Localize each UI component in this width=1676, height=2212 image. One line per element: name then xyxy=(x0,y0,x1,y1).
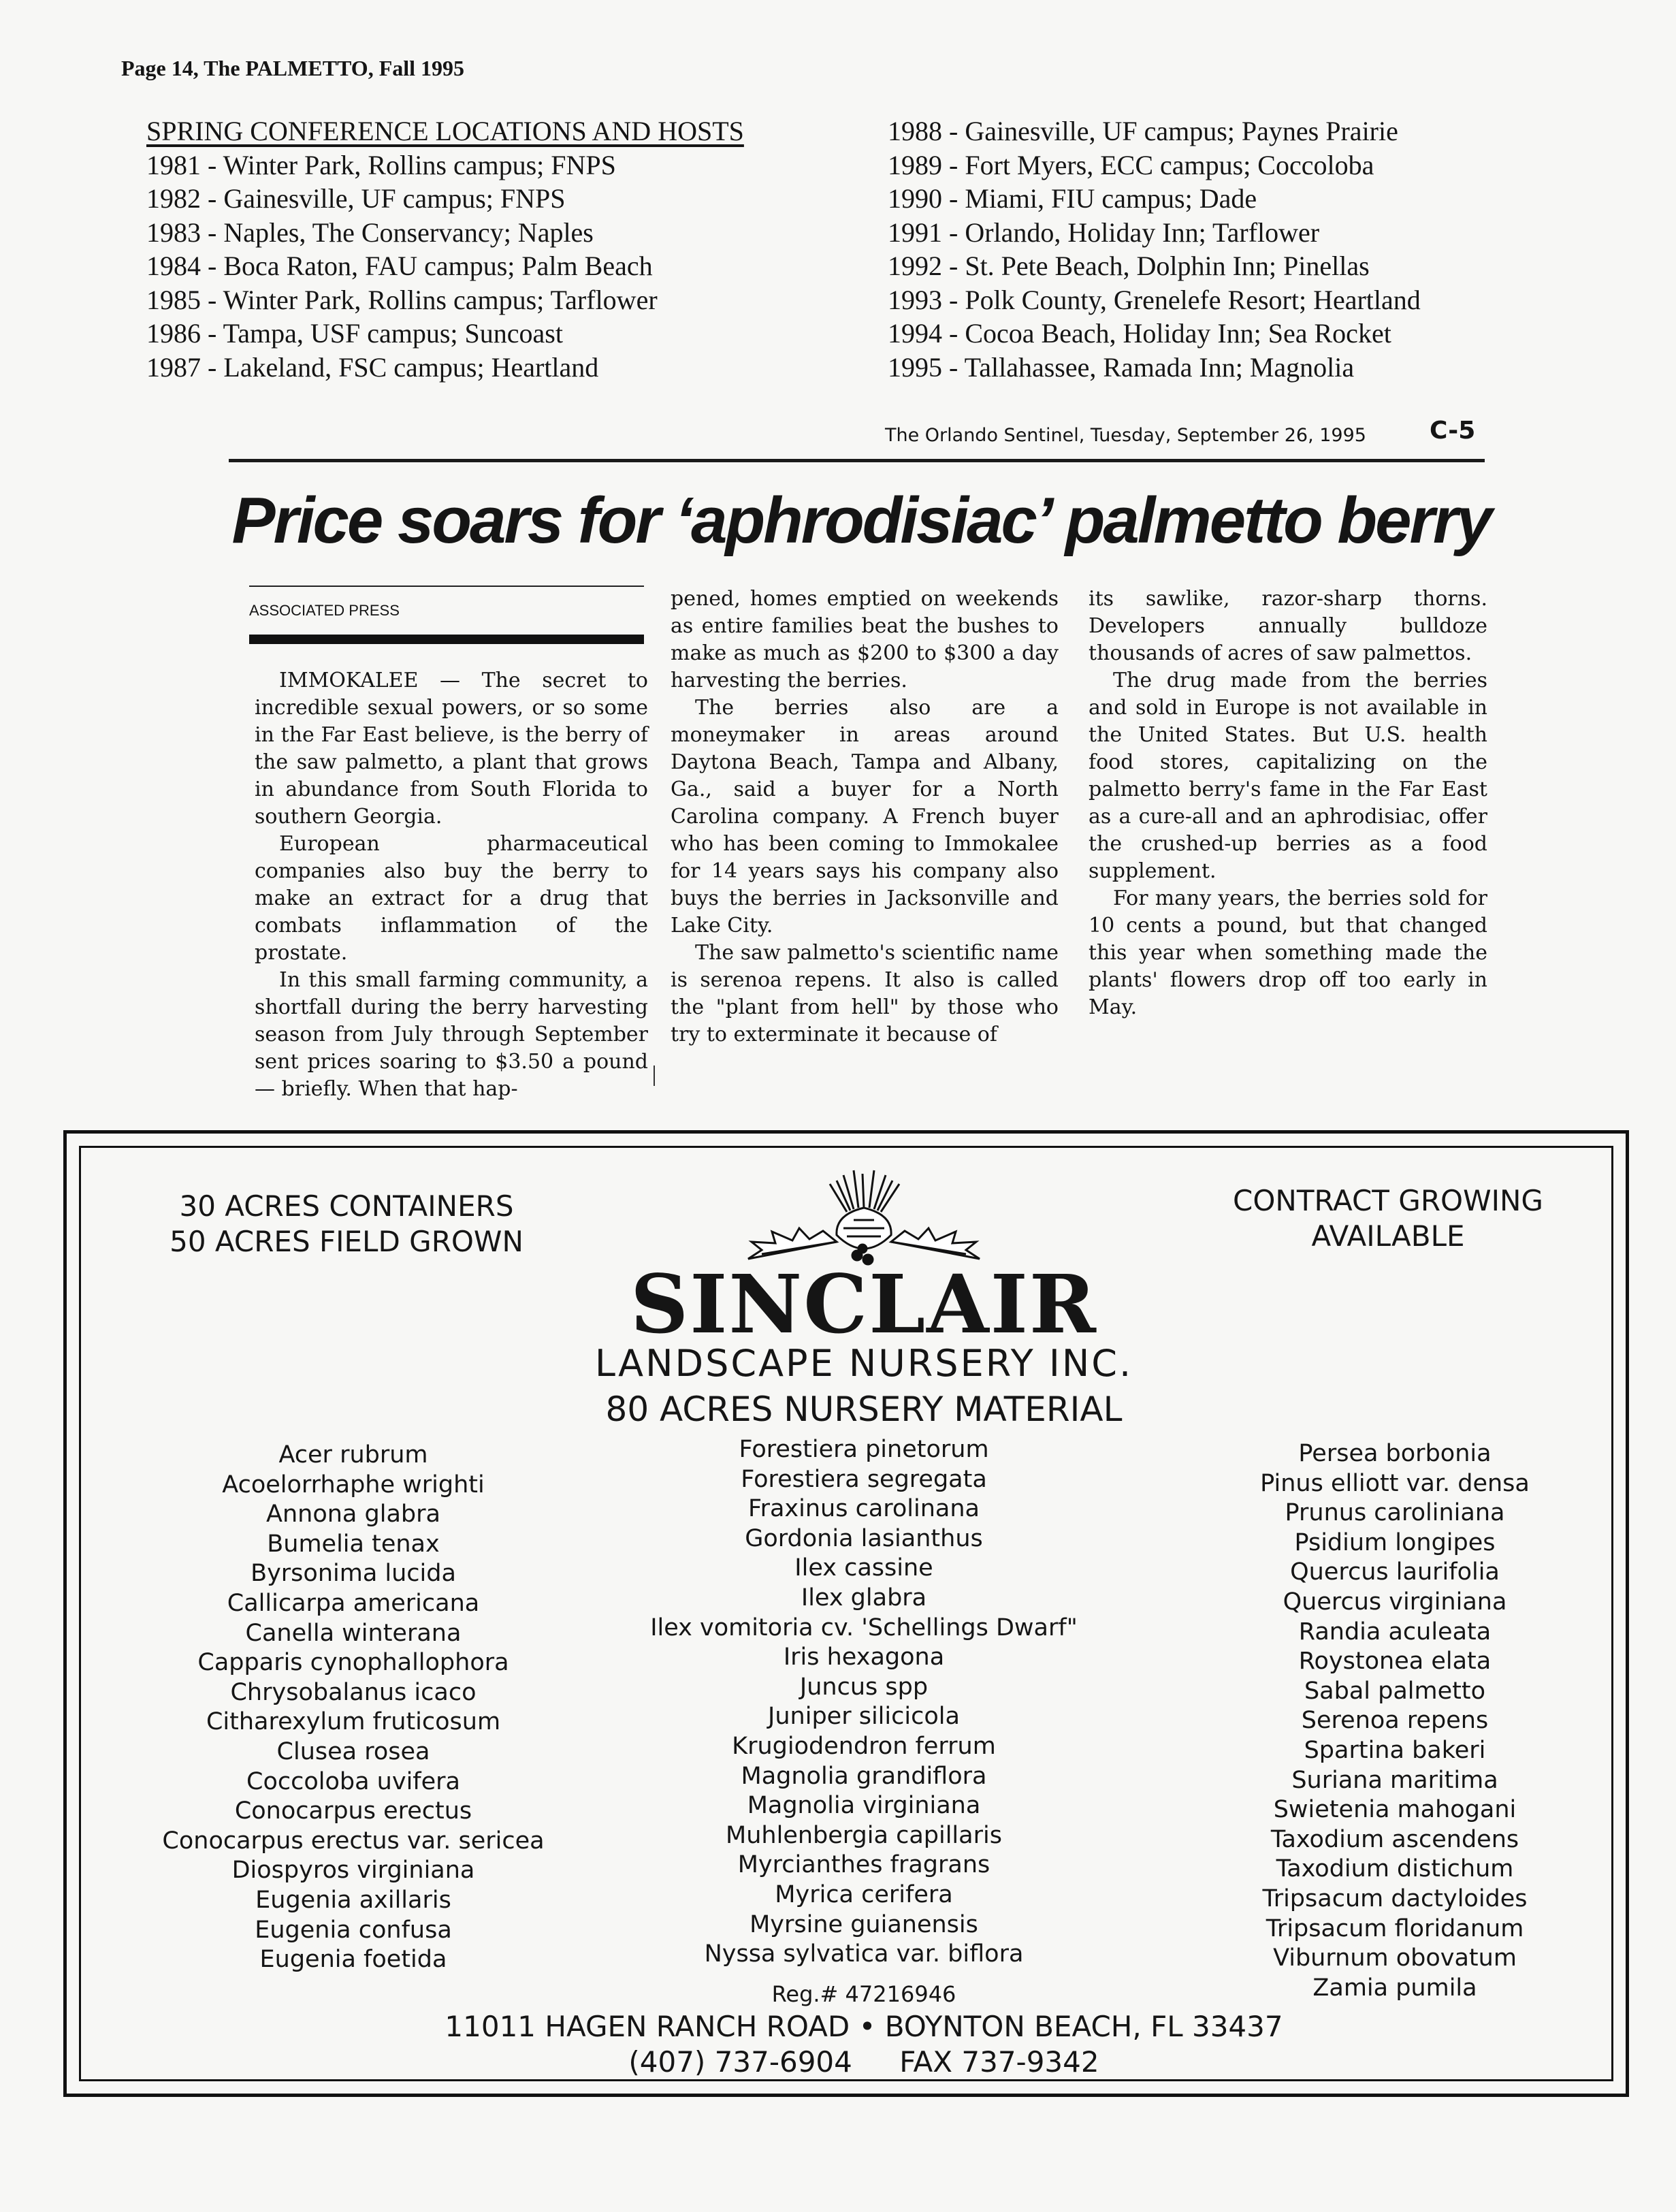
ad-acreage-line: 50 ACRES FIELD GROWN xyxy=(170,1225,523,1258)
plant-name: Spartina bakeri xyxy=(1304,1736,1486,1764)
article-paragraph: The saw palmetto's scientific name is serenoa repens. It also is called the "plant from hell" by those who try to exterminate it because of xyxy=(671,941,1059,1046)
ad-brand-name: SINCLAIR xyxy=(630,1257,1097,1351)
plant-name: Psidium longipes xyxy=(1294,1528,1496,1556)
plant-name: Acoelorrhaphe wrighti xyxy=(222,1471,485,1498)
plant-name: Forestiera segregata xyxy=(741,1465,987,1493)
ad-acreage-note xyxy=(156,1189,537,1260)
plant-name: Taxodium ascendens xyxy=(1270,1825,1519,1853)
column-divider xyxy=(654,1065,655,1086)
plant-name: Tripsacum floridanum xyxy=(1266,1914,1524,1942)
article-paragraph: In this small farming community, a shortfall during the berry harvesting season from July through September sent prices soaring to $3.50 a pound — briefly. When that hap- xyxy=(255,968,648,1101)
plant-name: Acer rubrum xyxy=(278,1441,428,1469)
plant-name: Eugenia foetida xyxy=(259,1946,447,1974)
plant-name: Roystonea elata xyxy=(1298,1648,1492,1676)
plant-name: Gordonia lasianthus xyxy=(745,1524,983,1552)
plant-name: Juncus spp xyxy=(799,1673,929,1701)
article-paragraph: The berries also are a moneymaker in areas around Daytona Beach, Tampa and Albany, Ga., said a buyer for a North Carolina company. A French buyer who has been coming to Immokalee for 14 years says his company also buys the berries in Jacksonville and Lake City. xyxy=(671,696,1059,937)
plant-name: Canella winterana xyxy=(245,1619,462,1647)
plant-name: Magnolia grandiflora xyxy=(741,1762,987,1790)
conference-entry: 1990 - Miami, FIU campus; Dade xyxy=(888,183,1257,214)
conference-entry: 1992 - St. Pete Beach, Dolphin Inn; Pinellas xyxy=(888,251,1370,281)
plant-name: Quercus virginiana xyxy=(1283,1588,1507,1616)
ad-fax: FAX 737-9342 xyxy=(899,2045,1099,2079)
plant-name: Conocarpus erectus var. sericea xyxy=(162,1827,545,1855)
ad-contract-line: CONTRACT GROWING xyxy=(1233,1184,1543,1217)
plant-name: Magnolia virginiana xyxy=(747,1792,981,1820)
plant-name: Bumelia tenax xyxy=(267,1530,440,1558)
article-column-1 xyxy=(255,667,648,1103)
ad-address: 11011 HAGEN RANCH ROAD • BOYNTON BEACH, FL 33437 xyxy=(445,2010,1283,2043)
conference-entry: 1985 - Winter Park, Rollins campus; Tarflower xyxy=(146,284,658,315)
conference-entry: 1994 - Cocoa Beach, Holiday Inn; Sea Rocket xyxy=(888,318,1391,349)
plant-name: Randia aculeata xyxy=(1298,1618,1492,1646)
conference-entry: 1993 - Polk County, Grenelefe Resort; Heartland xyxy=(888,284,1421,315)
plant-name: Persea borbonia xyxy=(1298,1440,1492,1467)
ad-contract-note xyxy=(1197,1183,1579,1254)
article-paragraph: For many years, the berries sold for 10 cents a pound, but that changed this year when something made the plants' flowers drop off too early in May. xyxy=(1089,886,1487,1019)
article-byline: ASSOCIATED PRESS xyxy=(249,602,400,619)
plant-name: Krugiodendron ferrum xyxy=(732,1732,996,1760)
ad-registration-number: Reg.# 47216946 xyxy=(771,1981,956,2007)
plant-name: Serenoa repens xyxy=(1301,1707,1489,1735)
plant-list-column-1 xyxy=(122,1441,585,1975)
plant-name: Eugenia axillaris xyxy=(255,1886,451,1914)
plant-name: Taxodium distichum xyxy=(1276,1855,1514,1883)
article-column-2 xyxy=(671,586,1059,1048)
article-paragraph: European pharmaceutical companies also buy the berry to make an extract for a drug that combats inflammation of the prostate. xyxy=(255,832,648,965)
plant-name: Byrsonima lucida xyxy=(251,1560,456,1588)
ad-brand-subtitle: LANDSCAPE NURSERY INC. xyxy=(594,1342,1133,1385)
newspaper-page-code: C-5 xyxy=(1430,417,1476,445)
plant-name: Chrysobalanus icaco xyxy=(230,1678,477,1706)
conference-entry: 1981 - Winter Park, Rollins campus; FNPS xyxy=(146,149,616,180)
conference-entry: 1989 - Fort Myers, ECC campus; Coccoloba xyxy=(888,149,1374,180)
plant-list-column-2 xyxy=(619,1435,1109,1970)
plant-name: Ilex glabra xyxy=(801,1584,927,1612)
nursery-advertisement xyxy=(63,1130,1629,2097)
ad-phone: (407) 737-6904 xyxy=(628,2045,852,2079)
ad-inner-border xyxy=(79,1146,1613,2081)
conference-entry: 1982 - Gainesville, UF campus; FNPS xyxy=(146,183,566,214)
byline-rule xyxy=(249,586,644,587)
plant-name: Iris hexagona xyxy=(783,1644,945,1671)
ad-acres-heading: 80 ACRES NURSERY MATERIAL xyxy=(605,1390,1123,1429)
ad-contract-line: AVAILABLE xyxy=(1311,1219,1465,1253)
plant-name: Myrcianthes fragrans xyxy=(737,1851,990,1879)
plant-name: Sabal palmetto xyxy=(1304,1677,1486,1705)
conference-entry: 1984 - Boca Raton, FAU campus; Palm Beach xyxy=(146,251,653,281)
article-paragraph: The drug made from the berries and sold in Europe is not available in the United States. But U.S. health food stores, capitalizing on the palmetto berry's fame in the Far East as a cure-all and an aphrodisiac, offer the crushed-up berries as a food supplement. xyxy=(1089,669,1487,883)
conference-entry: 1991 - Orlando, Holiday Inn; Tarflower xyxy=(888,217,1320,248)
plant-name: Forestiera pinetorum xyxy=(739,1436,989,1463)
plant-name: Ilex vomitoria cv. 'Schellings Dwarf" xyxy=(650,1614,1078,1641)
ad-contact-numbers xyxy=(285,2045,1443,2079)
conference-entry: 1983 - Naples, The Conservancy; Naples xyxy=(146,217,594,248)
article-paragraph: IMMOKALEE — The secret to incredible sexual powers, or so some in the Far East believe, is the berry of the saw palmetto, a plant that grows in abundance from South Florida to southern Georgia. xyxy=(255,669,648,829)
plant-name: Citharexylum fruticosum xyxy=(206,1708,501,1736)
byline-bar xyxy=(249,635,644,644)
ad-acreage-line: 30 ACRES CONTAINERS xyxy=(179,1189,514,1223)
plant-name: Coccoloba uvifera xyxy=(246,1767,460,1795)
plant-list-column-3 xyxy=(1191,1439,1599,2003)
article-headline: Price soars for ‘aphrodisiac’ palmetto berry xyxy=(231,484,1491,557)
article-paragraph: pened, homes emptied on weekends as entire families beat the bushes to make as much as $200 to $300 a day harvesting the berries. xyxy=(671,587,1059,692)
plant-name: Capparis cynophallophora xyxy=(197,1649,509,1677)
clipping-top-rule xyxy=(229,459,1485,462)
plant-name: Nyssa sylvatica var. biflora xyxy=(704,1940,1024,1968)
plant-name: Annona glabra xyxy=(266,1501,440,1528)
plant-name: Muhlenbergia capillaris xyxy=(726,1821,1002,1849)
plant-name: Swietenia mahogani xyxy=(1273,1796,1517,1824)
plant-name: Juniper silicicola xyxy=(768,1703,960,1731)
conference-entry: 1995 - Tallahassee, Ramada Inn; Magnolia xyxy=(888,351,1355,383)
plant-name: Clusea rosea xyxy=(276,1737,430,1765)
plant-name: Viburnum obovatum xyxy=(1273,1944,1517,1972)
plant-name: Callicarpa americana xyxy=(227,1589,480,1617)
conference-column-left xyxy=(146,114,848,384)
conference-entry: 1987 - Lakeland, FSC campus; Heartland xyxy=(146,351,599,383)
conference-entry: 1986 - Tampa, USF campus; Suncoast xyxy=(146,318,563,349)
plant-name: Tripsacum dactyloides xyxy=(1262,1885,1528,1912)
plant-name: Prunus caroliniana xyxy=(1285,1499,1505,1527)
plant-name: Quercus laurifolia xyxy=(1290,1558,1500,1586)
plant-name: Myrsine guianensis xyxy=(750,1910,978,1938)
plant-name: Zamia pumila xyxy=(1312,1974,1477,2002)
conference-column-right xyxy=(888,114,1568,384)
plant-name: Conocarpus erectus xyxy=(234,1797,472,1825)
conference-entry: 1988 - Gainesville, UF campus; Paynes Prairie xyxy=(888,116,1398,146)
conference-heading: SPRING CONFERENCE LOCATIONS AND HOSTS xyxy=(146,116,744,146)
article-paragraph: its sawlike, razor-sharp thorns. Developers annually bulldoze thousands of acres of saw palmettos. xyxy=(1089,587,1487,665)
plant-name: Diospyros virginiana xyxy=(231,1857,475,1885)
article-column-3 xyxy=(1089,586,1487,1021)
page-header: Page 14, The PALMETTO, Fall 1995 xyxy=(121,56,465,80)
plant-name: Pinus elliott var. densa xyxy=(1260,1469,1530,1497)
plant-name: Fraxinus carolinana xyxy=(747,1495,980,1523)
plant-name: Eugenia confusa xyxy=(255,1916,452,1944)
plant-name: Myrica cerifera xyxy=(775,1880,953,1908)
plant-name: Ilex cassine xyxy=(794,1554,933,1582)
newspaper-source-line: The Orlando Sentinel, Tuesday, September 26, 1995 xyxy=(885,425,1366,446)
plant-name: Suriana maritima xyxy=(1291,1766,1498,1794)
